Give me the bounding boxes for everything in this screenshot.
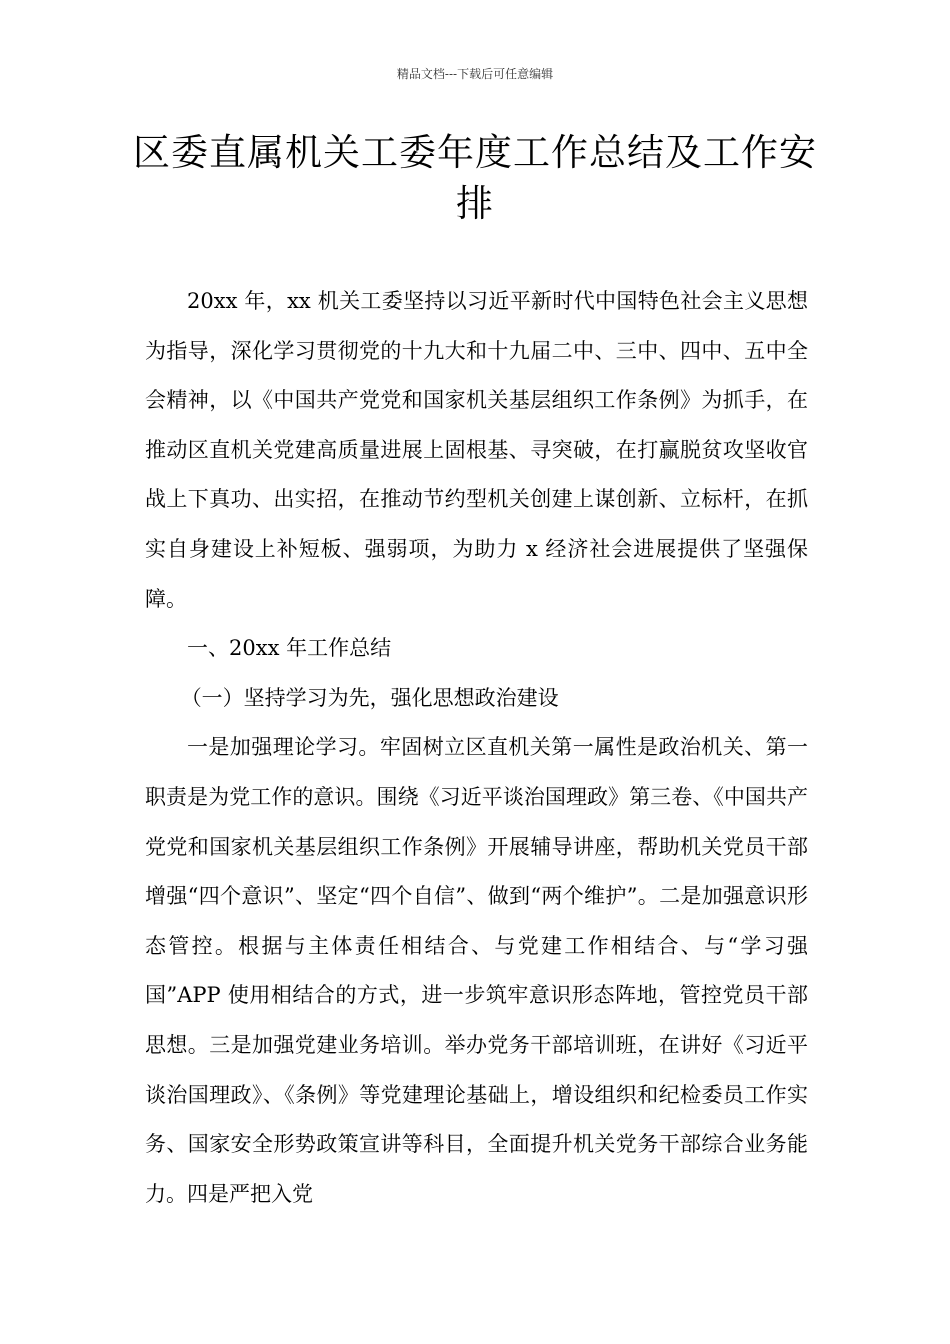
document-body xyxy=(145,277,808,1219)
body-paragraph: 一是加强理论学习。牢固树立区直机关第一属性是政治机关、第一职责是为党工作的意识。围绕《习近平谈治国理政》第三卷、《中国共产党党和国家机关基层组织工作条例》开展辅导讲座，帮助机关党员干部增强“四个意识”、坚定“四个自信”、做到“两个维护”。二是加强意识形态管控。根据与主体责任相结合、与党建工作相结合、与“学习强国”APP 使用相结合的方式，进一步筑牢意识形态阵地，管控党员干部思想。三是加强党建业务培训。举办党务干部培训班，在讲好《习近平谈治国理政》、《条例》等党建理论基础上，增设组织和纪检委员工作实务、国家安全形势政策宣讲等科目，全面提升机关党务干部综合业务能力。四是严把入党 xyxy=(145,735,808,1206)
document-title: 区委直属机关工委年度工作总结及工作安排 xyxy=(133,131,817,225)
subsection-heading: （一）坚持学习为先，强化思想政治建设 xyxy=(180,685,559,710)
section-heading: 一、20xx 年工作总结 xyxy=(187,636,392,661)
intro-paragraph: 20xx 年，xx 机关工委坚持以习近平新时代中国特色社会主义思想为指导，深化学习贯彻党的十九大和十九届二中、三中、四中、五中全会精神，以《中国共产党党和国家机关基层组织工作条例》为抓手，在推动区直机关党建高质量进展上固根基、寻突破，在打赢脱贫攻坚收官战上下真功、出实招，在推动节约型机关创建上谋创新、立标杆，在抓实自身建设上补短板、强弱项，为助力 x 经济社会进展提供了坚强保障。 xyxy=(145,289,808,611)
header-note: 精品文档---下载后可任意编辑 xyxy=(396,67,554,81)
